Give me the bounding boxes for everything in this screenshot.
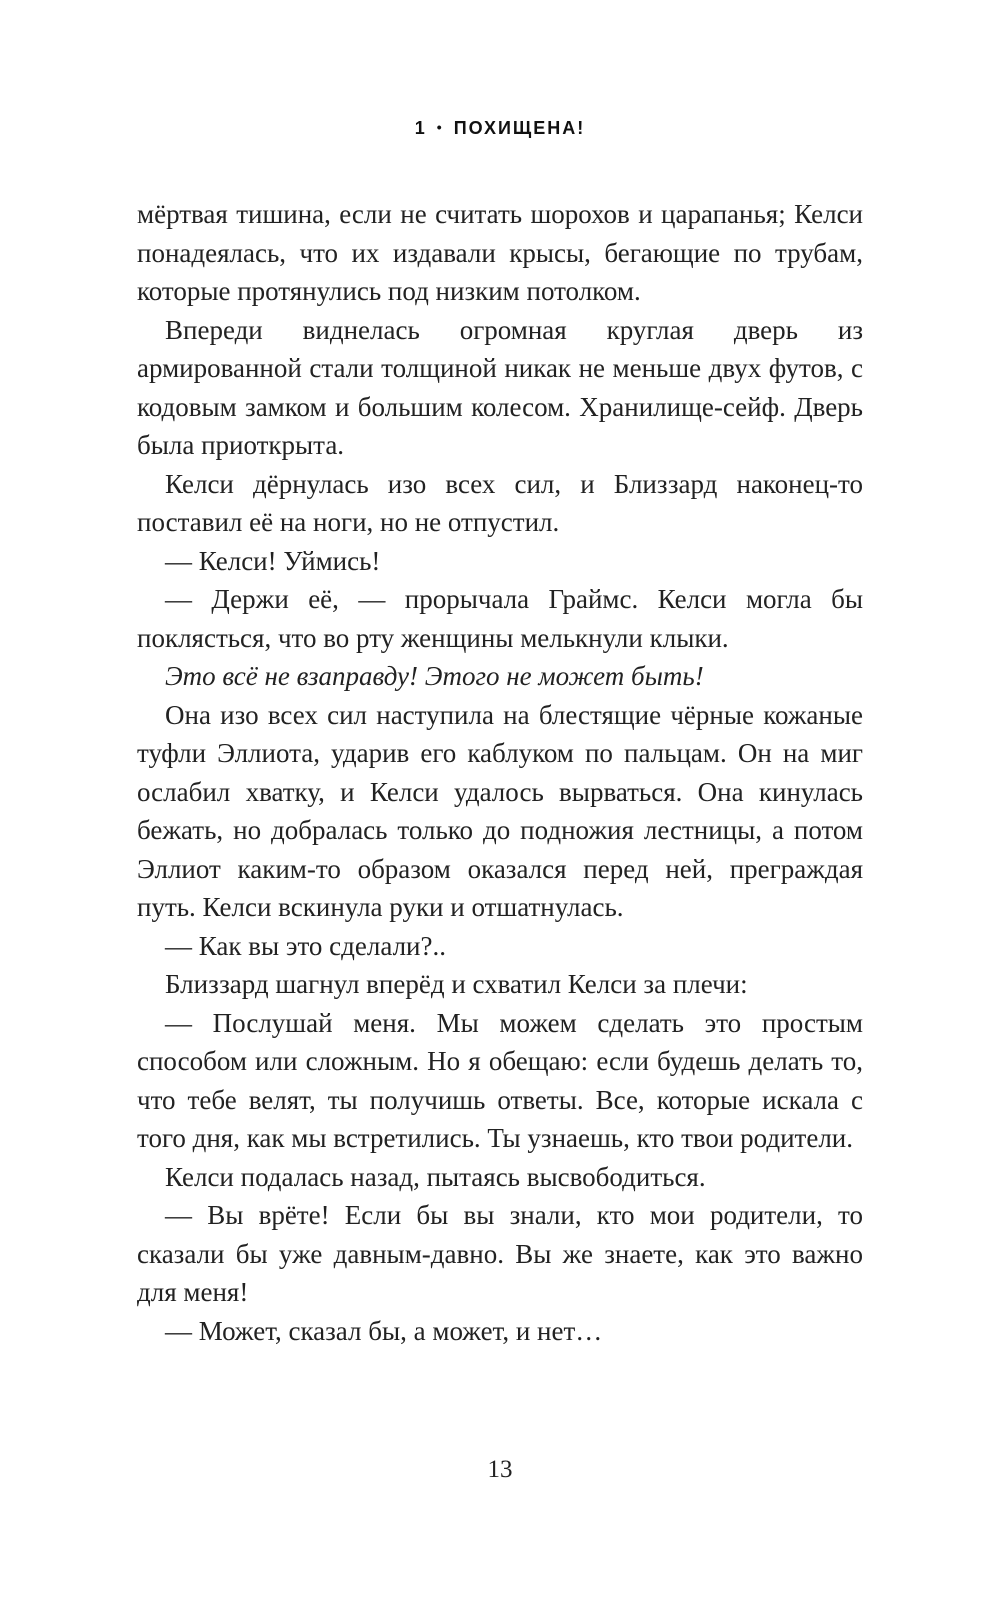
paragraph: Она изо всех сил наступила на блестящие чёрные кожаные туфли Эллиота, ударив его каблуком по пальцам. Он на миг ослабил хватку, и Келси удалось вырваться. Она кинулась бежать, но добралась только до подножия лестницы, а потом Эллиот каким-то образом оказался перед ней, преграждая путь. Келси вскинула руки и отшатнулась. (137, 699, 863, 922)
paragraph: мёртвая тишина, если не считать шорохов и царапанья; Келси понадеялась, что их издавали крысы, бегающие по трубам, которые протянулись под низким потолком. (137, 199, 863, 306)
paragraph: Это всё не взаправду! Этого не может быть! (165, 661, 704, 691)
paragraph: Келси подалась назад, пытаясь высвободиться. (165, 1161, 706, 1192)
chapter-header (137, 118, 863, 139)
paragraph: Келси дёрнулась изо всех сил, и Близзард наконец-то поставил её на ноги, но не отпустил. (137, 468, 863, 537)
chapter-number: 1 (414, 118, 427, 138)
chapter-title: ПОХИЩЕНА! (453, 118, 586, 138)
page-number: 13 (487, 1456, 513, 1483)
chapter-separator-dot: • (436, 119, 444, 135)
paragraph: — Как вы это сделали?.. (165, 930, 446, 961)
paragraph: Близзард шагнул вперёд и схватил Келси за плечи: (165, 969, 748, 999)
text-block (137, 195, 863, 1350)
paragraph: Впереди виднелась огромная круглая дверь из армированной стали толщиной никак не меньше двух футов, с кодовым замком и большим колесом. Хранилище-сейф. Дверь была приоткрыта. (137, 314, 863, 460)
paragraph: — Держи её, — прорычала Граймс. Келси могла бы поклясться, что во рту женщины мелькнули клыки. (137, 584, 863, 653)
paragraph: — Может, сказал бы, а может, и нет… (165, 1315, 603, 1346)
paragraph: — Вы врёте! Если бы вы знали, кто мои родители, то сказали бы уже давным-давно. Вы же знаете, как это важно для меня! (137, 1200, 863, 1307)
paragraph: — Келси! Уймись! (165, 545, 381, 576)
paragraph: — Послушай меня. Мы можем сделать это простым способом или сложным. Но я обещаю: если будешь делать то, что тебе велят, ты получишь ответы. Все, которые искала с того дня, как мы встретились. Ты узнаешь, кто твои родители. (137, 1007, 863, 1153)
